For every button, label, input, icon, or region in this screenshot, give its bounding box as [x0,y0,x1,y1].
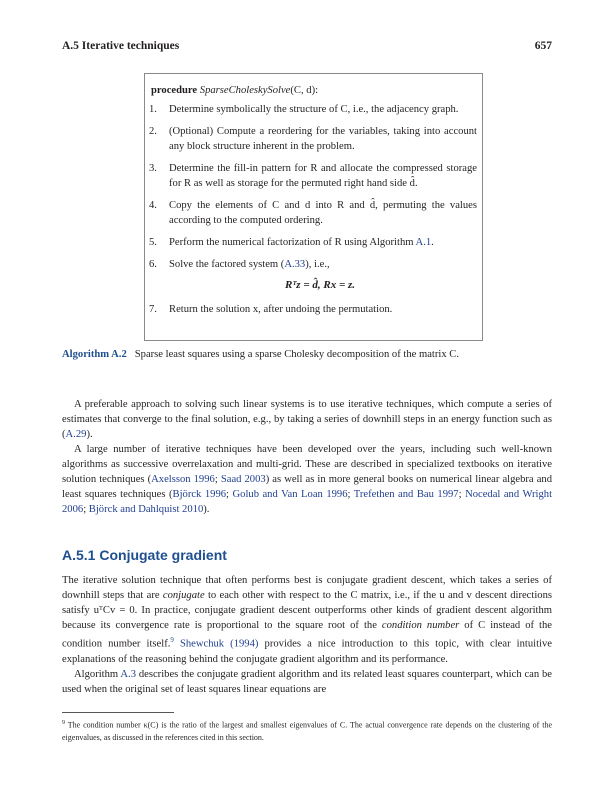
emphasis: conjugate [162,590,205,601]
caption-label: Algorithm A.2 [62,349,127,360]
algorithm-link[interactable]: A.3 [120,668,137,680]
text-span: ; [458,489,466,500]
algorithm-step [151,302,477,317]
step-number: 2. [149,126,157,137]
text-span: ) as well as in more general books on numerical linear algebra and least squares techniques ( [62,474,552,500]
text-span: ; [214,474,221,485]
text-span: The iterative solution technique that often performs best is conjugate gradient descent, which takes a series of downhill steps that are [62,575,552,601]
algorithm-steps [151,102,477,317]
text-span: Algorithm [74,668,121,680]
citation-link[interactable]: Shewchuk (1994) [179,638,259,650]
section-header: A.5 Iterative techniques [62,40,180,52]
algorithm-step [151,235,477,250]
citation-link[interactable]: Nocedal and Wright 2006 [62,489,553,515]
text-span: ). [203,504,210,515]
step-text [163,257,477,272]
footnote-rule [62,712,174,713]
text-span: ; [226,489,233,500]
procedure-args: (C, d): [290,85,319,96]
footnote-mark: 9 [62,720,65,726]
algorithm-caption [62,349,554,360]
text-span: ; [83,504,89,515]
footnote-marker[interactable]: 9 [170,636,174,644]
step-number: 1. [149,104,157,115]
step-text [163,235,477,250]
step-number: 4. [149,200,157,211]
algorithm-step [151,102,477,117]
citation-link[interactable]: Axelsson 1996 [151,474,215,485]
text-span: describes the conjugate gradient algorithm and its related least squares counterpart, which can be used when the original set of least squares linear equations are [62,668,553,695]
algorithm-link[interactable]: A.1 [415,237,432,248]
algorithm-step [151,161,477,191]
footnote [62,717,552,744]
body-text-lower [62,573,552,697]
equation-link[interactable]: A.29 [65,429,87,440]
text-span: to each other with respect to the C matrix, i.e., if the u and v descent directions satisfy uᵀCv = 0. In practice, conjugate gradient descent outperforms other kinds of gradient descent algorithm because its convergence rate is proportional to the square root of the [62,590,552,631]
footnote-text: The condition number κ(C) is the ratio of the largest and smallest eigenvalues of C. The actual convergence rate depends on the clustering of the eigenvalues, as discussed in the references cited in this section. [62,720,552,742]
section-title: A.5.1 Conjugate gradient [62,547,227,563]
algorithm-step [151,124,477,154]
step-text: Determine symbolically the structure of C, i.e., the adjacency graph. [169,104,459,115]
step-number: 5. [149,237,157,248]
paragraph [62,397,552,442]
procedure-line [151,83,318,98]
emphasis: condition number [381,620,460,631]
caption-text: Sparse least squares using a sparse Cholesky decomposition of the matrix C. [134,349,459,360]
algorithm-step [151,198,477,228]
citation-link[interactable]: Björck and Dahlquist 2010 [88,504,204,515]
citation-link[interactable]: Golub and Van Loan 1996 [232,489,348,500]
text-span: ; [347,489,354,500]
step-text-part: ), i.e., [305,259,330,270]
page-number: 657 [534,40,552,52]
step-text-part: Solve the factored system ( [169,259,285,270]
body-text-upper [62,397,552,517]
step-text: Copy the elements of C and d into R and d̂, permuting the values according to the computed ordering. [169,200,477,226]
step-text: Determine the fill-in pattern for R and allocate the compressed storage for R as well as storage for the permuted right hand side d̂. [169,163,477,189]
citation-link[interactable]: Trefethen and Bau 1997 [353,489,459,500]
algorithm-step [151,257,477,298]
text-span: provides a nice introduction to this topic, with clear intuitive explanations of the reasoning behind the conjugate gradient algorithm and its performance. [62,638,552,665]
citation-link[interactable]: Saad 2003 [220,474,266,485]
display-equation: Rᵀz = d̂, Rx = z. [285,279,355,291]
paragraph [62,573,552,667]
step-text: (Optional) Compute a reordering for the variables, taking into account any block structure inherent in the problem. [169,126,477,152]
text-span: A preferable approach to solving such linear systems is to use iterative techniques, which compute a series of estimates that converge to the final solution, e.g., by taking a series of downhill steps in an energy function such as ( [62,399,552,440]
paragraph [62,667,552,697]
procedure-keyword: procedure [151,85,198,96]
text-span: A large number of iterative techniques have been developed over the years, including such well-known algorithms as successive overrelaxation and multi-grid. These are described in specialized textbooks on iterative solution techniques ( [62,444,552,485]
citation-link[interactable]: Björck 1996 [172,489,227,500]
step-text-part: . [431,237,434,248]
step-number: 3. [149,163,157,174]
equation-link[interactable]: A.33 [284,259,306,270]
step-number: 7. [149,304,157,315]
procedure-name: SparseCholeskySolve [199,85,291,96]
algorithm-box [144,73,483,341]
step-text: Return the solution x, after undoing the permutation. [169,304,393,315]
step-number: 6. [149,259,157,270]
text-span: ). [86,429,93,440]
text-span: of C instead of the condition number itself. [62,620,552,650]
paragraph [62,442,552,517]
running-header [62,40,552,56]
step-text-part: Perform the numerical factorization of R using Algorithm [169,237,416,248]
